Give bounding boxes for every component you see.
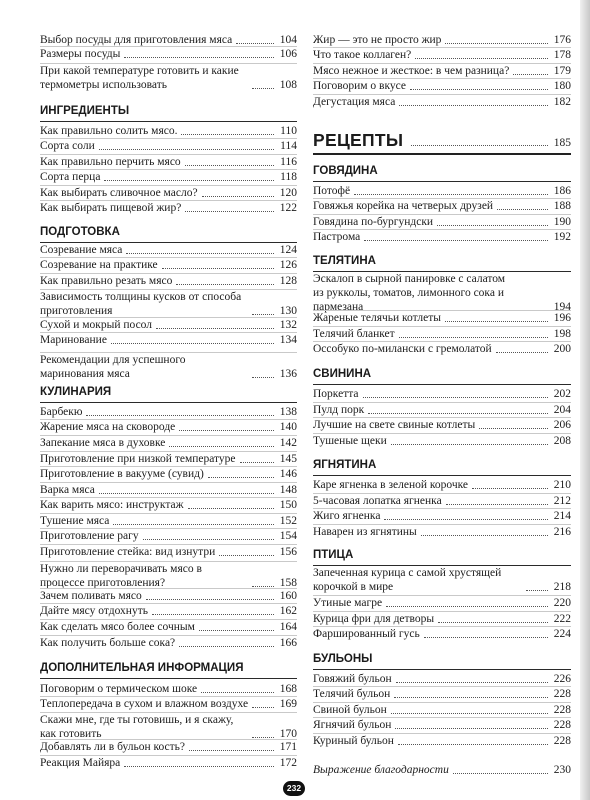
dot-leader bbox=[179, 646, 274, 647]
section-heading: ТЕЛЯТИНА bbox=[313, 254, 571, 272]
dot-leader bbox=[424, 637, 548, 638]
toc-entry[interactable] bbox=[40, 139, 297, 153]
dot-leader bbox=[411, 145, 547, 146]
entry-page-number: 106 bbox=[279, 48, 297, 60]
dot-leader bbox=[410, 89, 548, 90]
entry-page-number: 170 bbox=[279, 728, 297, 740]
entry-title: Сорта соли bbox=[40, 140, 95, 152]
dot-leader bbox=[104, 180, 274, 181]
toc-entry[interactable] bbox=[313, 230, 571, 244]
entry-title: Говяжий бульон bbox=[313, 673, 392, 685]
dot-leader bbox=[219, 555, 274, 556]
entry-page-number: 218 bbox=[553, 581, 571, 593]
dot-leader bbox=[189, 750, 274, 751]
entry-title: Нужно ли переворачивать мясо в процессе приготовления? bbox=[40, 563, 202, 589]
recipes-page-number: 185 bbox=[553, 137, 571, 149]
toc-entry[interactable] bbox=[40, 124, 297, 138]
toc-entry[interactable] bbox=[313, 687, 571, 701]
entry-title: Скажи мне, где ты готовишь, и я скажу, как готовить bbox=[40, 714, 234, 740]
toc-entry[interactable] bbox=[40, 697, 297, 711]
toc-entry[interactable] bbox=[313, 311, 571, 325]
entry-title: Размеры посуды bbox=[40, 48, 121, 60]
entry-title: Сухой и мокрый посол bbox=[40, 319, 153, 331]
dot-leader bbox=[252, 737, 274, 738]
dot-leader bbox=[479, 428, 548, 429]
entry-page-number: 179 bbox=[553, 65, 571, 77]
entry-page-number: 116 bbox=[280, 156, 297, 168]
entry-title: Сорта перца bbox=[40, 171, 101, 183]
entry-title: Как правильно перчить мясо bbox=[40, 156, 181, 168]
entry-title: Наварен из ягнятины bbox=[313, 526, 417, 538]
toc-entry[interactable] bbox=[40, 274, 297, 288]
toc-entry[interactable] bbox=[40, 155, 297, 169]
entry-title: Рекомендации для успешного маринования мяса bbox=[40, 354, 186, 380]
dot-leader bbox=[240, 462, 274, 463]
toc-entry[interactable] bbox=[313, 184, 571, 198]
entry-title: Зависимость толщины кусков от способа приготовления bbox=[40, 291, 242, 317]
dot-leader bbox=[124, 766, 274, 767]
dot-leader bbox=[446, 504, 548, 505]
entry-title: Ягнячий бульон bbox=[313, 719, 392, 731]
entry-title: Как выбирать пищевой жир? bbox=[40, 202, 182, 214]
dot-leader bbox=[181, 134, 274, 135]
dot-leader bbox=[86, 415, 274, 416]
entry-title: Утиные магре bbox=[313, 597, 383, 609]
entry-title: При какой температуре готовить и какие термометры использовать bbox=[40, 65, 239, 91]
entry-title: Жарение мяса на сковороде bbox=[40, 421, 176, 433]
dot-leader bbox=[368, 413, 548, 414]
section-heading: ДОПОЛНИТЕЛЬНАЯ ИНФОРМАЦИЯ bbox=[40, 661, 297, 679]
dot-leader bbox=[415, 58, 548, 59]
section-heading: БУЛЬОНЫ bbox=[313, 652, 571, 670]
toc-entry[interactable] bbox=[313, 478, 571, 492]
entry-page-number: 230 bbox=[553, 764, 571, 776]
entry-title: Телячий бланкет bbox=[313, 328, 395, 340]
entry-page-number: 150 bbox=[279, 499, 297, 511]
dot-leader bbox=[354, 194, 548, 195]
dot-leader bbox=[208, 477, 274, 478]
entry-page-number: 202 bbox=[553, 388, 571, 400]
toc-entry[interactable] bbox=[40, 498, 297, 512]
toc-entry[interactable] bbox=[40, 170, 297, 184]
entry-title: Созревание мяса bbox=[40, 244, 123, 256]
entry-title: Как выбирать сливочное масло? bbox=[40, 187, 198, 199]
entry-page-number: 146 bbox=[279, 468, 297, 480]
toc-entry[interactable] bbox=[313, 418, 571, 432]
toc-entry[interactable] bbox=[313, 272, 571, 314]
dot-leader bbox=[399, 337, 548, 338]
entry-page-number: 182 bbox=[553, 96, 571, 108]
dot-leader bbox=[99, 149, 274, 150]
page-edge-shadow bbox=[580, 0, 590, 800]
recipes-title: РЕЦЕПТЫ bbox=[313, 130, 404, 150]
toc-entry[interactable] bbox=[313, 566, 571, 594]
toc-entry[interactable] bbox=[40, 201, 297, 215]
entry-title: Говядина по-бургундски bbox=[313, 216, 434, 228]
toc-entry[interactable] bbox=[40, 514, 297, 528]
toc-entry[interactable] bbox=[40, 545, 297, 559]
entry-title: Добавлять ли в бульон кость? bbox=[40, 741, 186, 753]
toc-entry[interactable] bbox=[40, 636, 297, 650]
dot-leader bbox=[143, 539, 274, 540]
entry-page-number: 145 bbox=[279, 453, 297, 465]
entry-page-number: 171 bbox=[279, 741, 297, 753]
entry-title: Приготовление в вакууме (сувид) bbox=[40, 468, 204, 480]
entry-title: Лучшие на свете свиные котлеты bbox=[313, 419, 476, 431]
toc-entry[interactable] bbox=[40, 740, 297, 754]
entry-page-number: 164 bbox=[279, 621, 297, 633]
entry-title: Тушение мяса bbox=[40, 515, 110, 527]
entry-title: Эскалоп в сырной панировке с салатом из рукколы, томатов, лимонного сока и пармезана bbox=[313, 273, 506, 313]
entry-page-number: 222 bbox=[553, 613, 571, 625]
entry-page-number: 134 bbox=[279, 334, 297, 346]
toc-entry[interactable] bbox=[313, 327, 571, 341]
entry-title: Созревание на практике bbox=[40, 259, 158, 271]
section-heading: ПТИЦА bbox=[313, 548, 571, 566]
toc-entry[interactable] bbox=[40, 529, 297, 543]
dot-leader bbox=[438, 622, 548, 623]
entry-page-number: 166 bbox=[279, 637, 297, 649]
entry-page-number: 140 bbox=[279, 421, 297, 433]
toc-entry[interactable] bbox=[40, 467, 297, 481]
entry-page-number: 158 bbox=[279, 577, 297, 589]
entry-page-number: 132 bbox=[279, 319, 297, 331]
dot-leader bbox=[99, 493, 274, 494]
toc-entry[interactable] bbox=[40, 333, 297, 347]
entry-title: Зачем поливать мясо bbox=[40, 590, 142, 602]
entry-page-number: 152 bbox=[279, 515, 297, 527]
entry-title: Дегустация мяса bbox=[313, 96, 396, 108]
entry-title: 5-часовая лопатка ягненка bbox=[313, 495, 442, 507]
entry-title: Приготовление при низкой температуре bbox=[40, 453, 236, 465]
entry-title: Жир — это не просто жир bbox=[313, 34, 442, 46]
entry-title: Теплопередача в сухом и влажном воздухе bbox=[40, 698, 249, 710]
toc-entry[interactable] bbox=[313, 199, 571, 213]
dot-leader bbox=[364, 240, 548, 241]
dot-leader bbox=[202, 196, 274, 197]
dot-leader bbox=[111, 343, 274, 344]
entry-page-number: 228 bbox=[553, 719, 571, 731]
toc-entry[interactable] bbox=[313, 763, 571, 777]
entry-title: Как правильно резать мясо bbox=[40, 275, 173, 287]
entry-page-number: 108 bbox=[279, 79, 297, 91]
toc-entry[interactable] bbox=[40, 713, 297, 741]
entry-title: Фаршированный гусь bbox=[313, 628, 420, 640]
dot-leader bbox=[252, 377, 274, 378]
dot-leader bbox=[398, 744, 548, 745]
dot-leader bbox=[169, 446, 274, 447]
entry-title: Жареные телячьи котлеты bbox=[313, 312, 441, 324]
toc-entry[interactable] bbox=[313, 387, 571, 401]
dot-leader bbox=[445, 43, 548, 44]
dot-leader bbox=[179, 430, 274, 431]
toc-entry[interactable] bbox=[313, 734, 571, 748]
toc-entry[interactable] bbox=[40, 756, 297, 770]
section-heading: СВИНИНА bbox=[313, 367, 571, 385]
recipes-heading bbox=[313, 130, 571, 150]
toc-entry[interactable] bbox=[313, 434, 571, 448]
dot-leader bbox=[394, 697, 548, 698]
dot-leader bbox=[236, 43, 274, 44]
entry-title: Варка мяса bbox=[40, 484, 95, 496]
entry-title: Каре ягненка в зеленой корочке bbox=[313, 479, 469, 491]
dot-leader bbox=[185, 165, 274, 166]
dot-leader bbox=[437, 225, 548, 226]
toc-entry[interactable] bbox=[40, 33, 297, 47]
entry-page-number: 214 bbox=[553, 510, 571, 522]
entry-page-number: 186 bbox=[553, 185, 571, 197]
toc-entry[interactable] bbox=[40, 604, 297, 618]
toc-entry[interactable] bbox=[40, 405, 297, 419]
toc-entry[interactable] bbox=[40, 186, 297, 200]
dot-leader bbox=[252, 707, 274, 708]
dot-leader bbox=[472, 488, 548, 489]
entry-page-number: 176 bbox=[553, 34, 571, 46]
entry-page-number: 114 bbox=[280, 140, 297, 152]
entry-title: Выбор посуды для приготовления мяса bbox=[40, 34, 233, 46]
dot-leader bbox=[188, 508, 274, 509]
toc-entry[interactable] bbox=[313, 494, 571, 508]
entry-page-number: 180 bbox=[553, 80, 571, 92]
toc-entry[interactable] bbox=[40, 562, 297, 590]
toc-entry[interactable] bbox=[313, 612, 571, 626]
dot-leader bbox=[363, 397, 548, 398]
dot-leader bbox=[252, 88, 274, 89]
dot-leader bbox=[162, 268, 274, 269]
entry-page-number: 110 bbox=[280, 125, 297, 137]
entry-title: Пулд порк bbox=[313, 404, 365, 416]
section-heading: ИНГРЕДИЕНТЫ bbox=[40, 104, 297, 122]
entry-page-number: 216 bbox=[553, 526, 571, 538]
entry-page-number: 212 bbox=[553, 495, 571, 507]
dot-leader bbox=[496, 352, 548, 353]
entry-page-number: 192 bbox=[553, 231, 571, 243]
entry-title: Выражение благодарности bbox=[313, 764, 449, 776]
toc-entry[interactable] bbox=[313, 672, 571, 686]
toc-entry[interactable] bbox=[40, 353, 297, 381]
entry-title: Как правильно солить мясо. bbox=[40, 125, 178, 137]
entry-title: Потофё bbox=[313, 185, 351, 197]
entry-title: Запекание мяса в духовке bbox=[40, 437, 166, 449]
toc-entry[interactable] bbox=[40, 258, 297, 272]
entry-page-number: 200 bbox=[553, 343, 571, 355]
section-heading: КУЛИНАРИЯ bbox=[40, 385, 297, 403]
dot-leader bbox=[386, 606, 548, 607]
entry-page-number: 124 bbox=[279, 244, 297, 256]
entry-page-number: 228 bbox=[553, 688, 571, 700]
entry-title: Поговорим о вкусе bbox=[313, 80, 406, 92]
toc-entry[interactable] bbox=[40, 420, 297, 434]
toc-entry[interactable] bbox=[313, 703, 571, 717]
entry-page-number: 168 bbox=[279, 683, 297, 695]
dot-leader bbox=[156, 328, 274, 329]
dot-leader bbox=[201, 692, 274, 693]
entry-page-number: 204 bbox=[553, 404, 571, 416]
dot-leader bbox=[395, 728, 548, 729]
entry-title: Куриный бульон bbox=[313, 735, 394, 747]
entry-page-number: 138 bbox=[279, 406, 297, 418]
toc-entry[interactable] bbox=[313, 64, 571, 78]
toc-entry[interactable] bbox=[313, 342, 571, 356]
entry-page-number: 154 bbox=[279, 530, 297, 542]
dot-leader bbox=[497, 209, 548, 210]
toc-entry[interactable] bbox=[313, 627, 571, 641]
entry-page-number: 136 bbox=[279, 368, 297, 380]
entry-page-number: 156 bbox=[279, 546, 297, 558]
entry-title: Жиго ягненка bbox=[313, 510, 381, 522]
dot-leader bbox=[396, 682, 548, 683]
section-heading: ЯГНЯТИНА bbox=[313, 458, 571, 476]
toc-entry[interactable] bbox=[313, 718, 571, 732]
toc-entry[interactable] bbox=[313, 403, 571, 417]
entry-page-number: 190 bbox=[553, 216, 571, 228]
dot-leader bbox=[391, 713, 548, 714]
dot-leader bbox=[453, 773, 548, 774]
dot-leader bbox=[126, 253, 274, 254]
entry-page-number: 118 bbox=[280, 171, 297, 183]
entry-page-number: 160 bbox=[279, 590, 297, 602]
toc-entry[interactable] bbox=[313, 79, 571, 93]
entry-page-number: 162 bbox=[279, 605, 297, 617]
entry-title: Курица фри для детворы bbox=[313, 613, 435, 625]
entry-page-number: 196 bbox=[553, 312, 571, 324]
entry-title: Приготовление стейка: вид изнутри bbox=[40, 546, 216, 558]
toc-entry[interactable] bbox=[40, 243, 297, 257]
entry-page-number: 228 bbox=[553, 735, 571, 747]
toc-entry[interactable] bbox=[313, 33, 571, 47]
toc-entry[interactable] bbox=[40, 436, 297, 450]
entry-page-number: 120 bbox=[279, 187, 297, 199]
toc-entry[interactable] bbox=[40, 589, 297, 603]
entry-title: Запеченная курица с самой хрустящей корочкой в мире bbox=[313, 567, 502, 593]
entry-page-number: 169 bbox=[279, 698, 297, 710]
entry-page-number: 220 bbox=[553, 597, 571, 609]
entry-page-number: 226 bbox=[553, 673, 571, 685]
entry-title: Маринование bbox=[40, 334, 107, 346]
entry-page-number: 188 bbox=[553, 200, 571, 212]
recipes-rule bbox=[313, 153, 571, 155]
toc-entry[interactable] bbox=[313, 95, 571, 109]
section-heading: ГОВЯДИНА bbox=[313, 164, 571, 182]
entry-page-number: 122 bbox=[279, 202, 297, 214]
entry-page-number: 224 bbox=[553, 628, 571, 640]
dot-leader bbox=[146, 599, 274, 600]
entry-title: Телячий бульон bbox=[313, 688, 391, 700]
entry-title: Барбекю bbox=[40, 406, 83, 418]
entry-title: Тушеные щеки bbox=[313, 435, 387, 447]
toc-entry[interactable] bbox=[40, 483, 297, 497]
entry-page-number: 208 bbox=[553, 435, 571, 447]
entry-title: Реакция Майяра bbox=[40, 757, 121, 769]
toc-entry[interactable] bbox=[313, 509, 571, 523]
toc-entry[interactable] bbox=[313, 48, 571, 62]
entry-title: Свиной бульон bbox=[313, 704, 387, 716]
toc-entry[interactable] bbox=[40, 64, 297, 92]
entry-page-number: 210 bbox=[553, 479, 571, 491]
dot-leader bbox=[384, 519, 548, 520]
toc-entry[interactable] bbox=[40, 682, 297, 696]
dot-leader bbox=[252, 586, 274, 587]
dot-leader bbox=[113, 524, 274, 525]
dot-leader bbox=[513, 74, 548, 75]
entry-page-number: 126 bbox=[279, 259, 297, 271]
entry-page-number: 130 bbox=[279, 305, 297, 317]
dot-leader bbox=[199, 630, 274, 631]
entry-title: Пастрома bbox=[313, 231, 361, 243]
dot-leader bbox=[421, 535, 548, 536]
page-number-badge: 232 bbox=[283, 781, 305, 796]
dot-leader bbox=[391, 444, 548, 445]
entry-title: Как сделать мясо более сочным bbox=[40, 621, 195, 633]
toc-entry[interactable] bbox=[40, 47, 297, 61]
toc-entry[interactable] bbox=[40, 452, 297, 466]
entry-title: Дайте мясу отдохнуть bbox=[40, 605, 148, 617]
entry-page-number: 194 bbox=[553, 301, 571, 313]
entry-title: Поркетта bbox=[313, 388, 359, 400]
dot-leader bbox=[152, 614, 274, 615]
entry-page-number: 128 bbox=[279, 275, 297, 287]
dot-leader bbox=[176, 284, 274, 285]
entry-title: Как варить мясо: инструктаж bbox=[40, 499, 184, 511]
dot-leader bbox=[445, 321, 548, 322]
toc-entry[interactable] bbox=[40, 620, 297, 634]
entry-page-number: 178 bbox=[553, 49, 571, 61]
entry-title: Мясо нежное и жесткое: в чем разница? bbox=[313, 65, 510, 77]
entry-page-number: 206 bbox=[553, 419, 571, 431]
dot-leader bbox=[124, 57, 274, 58]
section-heading: ПОДГОТОВКА bbox=[40, 225, 297, 243]
dot-leader bbox=[252, 314, 274, 315]
entry-page-number: 142 bbox=[279, 437, 297, 449]
entry-page-number: 198 bbox=[553, 328, 571, 340]
entry-title: Что такое коллаген? bbox=[313, 49, 412, 61]
toc-entry[interactable] bbox=[313, 215, 571, 229]
entry-page-number: 104 bbox=[279, 34, 297, 46]
toc-entry[interactable] bbox=[313, 525, 571, 539]
entry-page-number: 148 bbox=[279, 484, 297, 496]
entry-title: Приготовление рагу bbox=[40, 530, 139, 542]
entry-title: Как получить больше сока? bbox=[40, 637, 176, 649]
entry-title: Поговорим о термическом шоке bbox=[40, 683, 198, 695]
toc-entry[interactable] bbox=[40, 318, 297, 332]
toc-entry[interactable] bbox=[313, 596, 571, 610]
entry-title: Говяжья корейка на четверых друзей bbox=[313, 200, 494, 212]
entry-title: Оссобуко по-милански с гремолатой bbox=[313, 343, 492, 355]
dot-leader bbox=[526, 590, 548, 591]
entry-page-number: 172 bbox=[279, 757, 297, 769]
entry-page-number: 228 bbox=[553, 704, 571, 716]
dot-leader bbox=[185, 211, 274, 212]
dot-leader bbox=[399, 105, 548, 106]
toc-entry[interactable] bbox=[40, 290, 297, 318]
